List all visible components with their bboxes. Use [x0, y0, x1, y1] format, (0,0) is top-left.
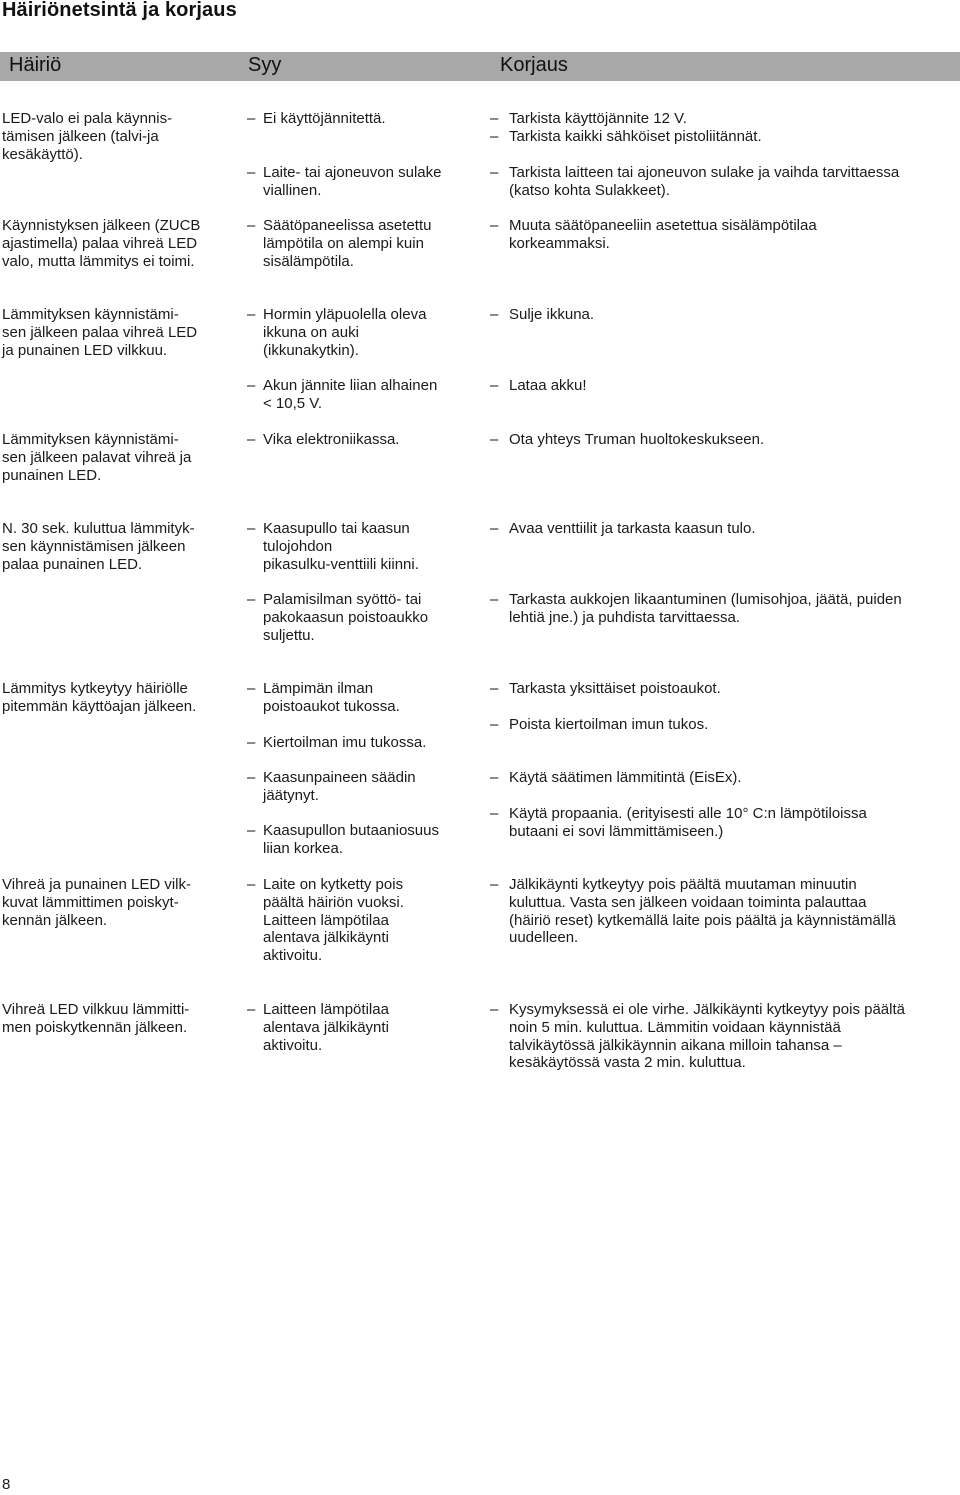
cause-dash: –	[247, 680, 256, 697]
cause-text: Laite- tai ajoneuvon sulake viallinen.	[263, 164, 442, 199]
header-cause: Syy	[248, 54, 282, 76]
cause-text: Kaasupullo tai kaasun tulojohdon pikasulku-venttiili kiinni.	[263, 520, 419, 573]
cause-dash: –	[247, 769, 256, 786]
fix-dash: –	[490, 876, 499, 893]
fix-dash: –	[490, 591, 499, 608]
fix-dash: –	[490, 680, 499, 697]
fix-text: Avaa venttiilit ja tarkasta kaasun tulo.	[509, 520, 756, 537]
fix-text: Tarkista kaikki sähköiset pistoliitännät.	[509, 128, 762, 145]
cause-text: Laitteen lämpötilaa alentava jälkikäynti aktivoitu.	[263, 1001, 389, 1054]
fix-dash: –	[490, 716, 499, 733]
cause-text: Hormin yläpuolella oleva ikkuna on auki (ikkunakytkin).	[263, 306, 427, 359]
fix-dash: –	[490, 431, 499, 448]
cause-text: Kiertoilman imu tukossa.	[263, 734, 427, 751]
fix-dash: –	[490, 377, 499, 394]
page-number: 8	[2, 1476, 11, 1493]
cause-dash: –	[247, 822, 256, 839]
fault-text: Lämmityksen käynnistämi- sen jälkeen palavat vihreä ja punainen LED.	[2, 431, 192, 484]
cause-dash: –	[247, 734, 256, 751]
fault-text: LED-valo ei pala käynnis- tämisen jälkeen (talvi-ja kesäkäyttö).	[2, 110, 173, 163]
fix-text: Tarkasta aukkojen likaantuminen (lumisohjoa, jäätä, puiden lehtiä jne.) ja puhdista tarvittaessa.	[509, 591, 902, 626]
fix-dash: –	[490, 306, 499, 323]
fix-dash: –	[490, 217, 499, 234]
fix-text: Muuta säätöpaneeliin asetettua sisälämpötilaa korkeammaksi.	[509, 217, 817, 252]
cause-text: Kaasunpaineen säädin jäätynyt.	[263, 769, 416, 804]
cause-dash: –	[247, 217, 256, 234]
cause-dash: –	[247, 164, 256, 181]
fix-text: Poista kiertoilman imun tukos.	[509, 716, 709, 733]
fault-text: Käynnistyksen jälkeen (ZUCB ajastimella) palaa vihreä LED valo, mutta lämmitys ei toimi.	[2, 217, 201, 270]
cause-dash: –	[247, 431, 256, 448]
cause-text: Kaasupullon butaaniosuus liian korkea.	[263, 822, 439, 857]
fault-text: Lämmitys kytkeytyy häiriölle pitemmän käyttöajan jälkeen.	[2, 680, 197, 715]
cause-dash: –	[247, 110, 256, 127]
fix-dash: –	[490, 164, 499, 181]
fix-dash: –	[490, 805, 499, 822]
fault-text: N. 30 sek. kuluttua lämmityk- sen käynnistämisen jälkeen palaa punainen LED.	[2, 520, 195, 573]
table-header	[0, 52, 960, 81]
fix-text: Tarkista käyttöjännite 12 V.	[509, 110, 687, 127]
fix-text: Käytä säätimen lämmitintä (EisEx).	[509, 769, 742, 786]
fix-text: Tarkasta yksittäiset poistoaukot.	[509, 680, 721, 697]
cause-dash: –	[247, 1001, 256, 1018]
fix-text: Tarkista laitteen tai ajoneuvon sulake ja vaihda tarvittaessa (katso kohta Sulakkeet).	[509, 164, 900, 199]
cause-text: Ei käyttöjännitettä.	[263, 110, 386, 127]
fix-text: Lataa akku!	[509, 377, 587, 394]
fix-text: Ota yhteys Truman huoltokeskukseen.	[509, 431, 765, 448]
cause-text: Vika elektroniikassa.	[263, 431, 400, 448]
cause-dash: –	[247, 377, 256, 394]
fault-text: Vihreä ja punainen LED vilk- kuvat lämmittimen poiskyt- kennän jälkeen.	[2, 876, 192, 929]
fix-dash: –	[490, 520, 499, 537]
fault-text: Lämmityksen käynnistämi- sen jälkeen palaa vihreä LED ja punainen LED vilkkuu.	[2, 306, 198, 359]
fix-dash: –	[490, 128, 499, 145]
cause-dash: –	[247, 306, 256, 323]
fix-text: Jälkikäynti kytkeytyy pois päältä muutaman minuutin kuluttua. Vasta sen jälkeen voidaan toiminta palauttaa (häiriö reset) kytkemällä laite pois päältä ja käynnistämällä uudelleen.	[509, 876, 896, 947]
cause-text: Säätöpaneelissa asetettu lämpötila on alempi kuin sisälämpötila.	[263, 217, 432, 270]
header-fault: Häiriö	[9, 54, 62, 76]
cause-text: Palamisilman syöttö- tai pakokaasun poistoaukko suljettu.	[263, 591, 429, 644]
cause-dash: –	[247, 591, 256, 608]
fix-dash: –	[490, 1001, 499, 1018]
header-fix: Korjaus	[500, 54, 568, 76]
cause-text: Akun jännite liian alhainen < 10,5 V.	[263, 377, 438, 412]
page-title: Häiriönetsintä ja korjaus	[2, 0, 237, 21]
fault-text: Vihreä LED vilkkuu lämmitti- men poiskytkennän jälkeen.	[2, 1001, 190, 1036]
cause-text: Laite on kytketty pois päältä häiriön vuoksi. Laitteen lämpötilaa alentava jälkikäynti aktivoitu.	[263, 876, 404, 965]
fix-text: Sulje ikkuna.	[509, 306, 595, 323]
cause-dash: –	[247, 876, 256, 893]
cause-dash: –	[247, 520, 256, 537]
fix-text: Käytä propaania. (erityisesti alle 10° C:n lämpötiloissa butaani ei sovi lämmittämiseen.)	[509, 805, 867, 840]
fix-dash: –	[490, 110, 499, 127]
fix-text: Kysymyksessä ei ole virhe. Jälkikäynti kytkeytyy pois päältä noin 5 min. kuluttua. Lämmitin voidaan käynnistää talvikäytössä jälkikäynnin aikana milloin tahansa – kesäkäytössä vasta 2 min. kuluttua.	[509, 1001, 905, 1072]
fix-dash: –	[490, 769, 499, 786]
cause-text: Lämpimän ilman poistoaukot tukossa.	[263, 680, 400, 715]
